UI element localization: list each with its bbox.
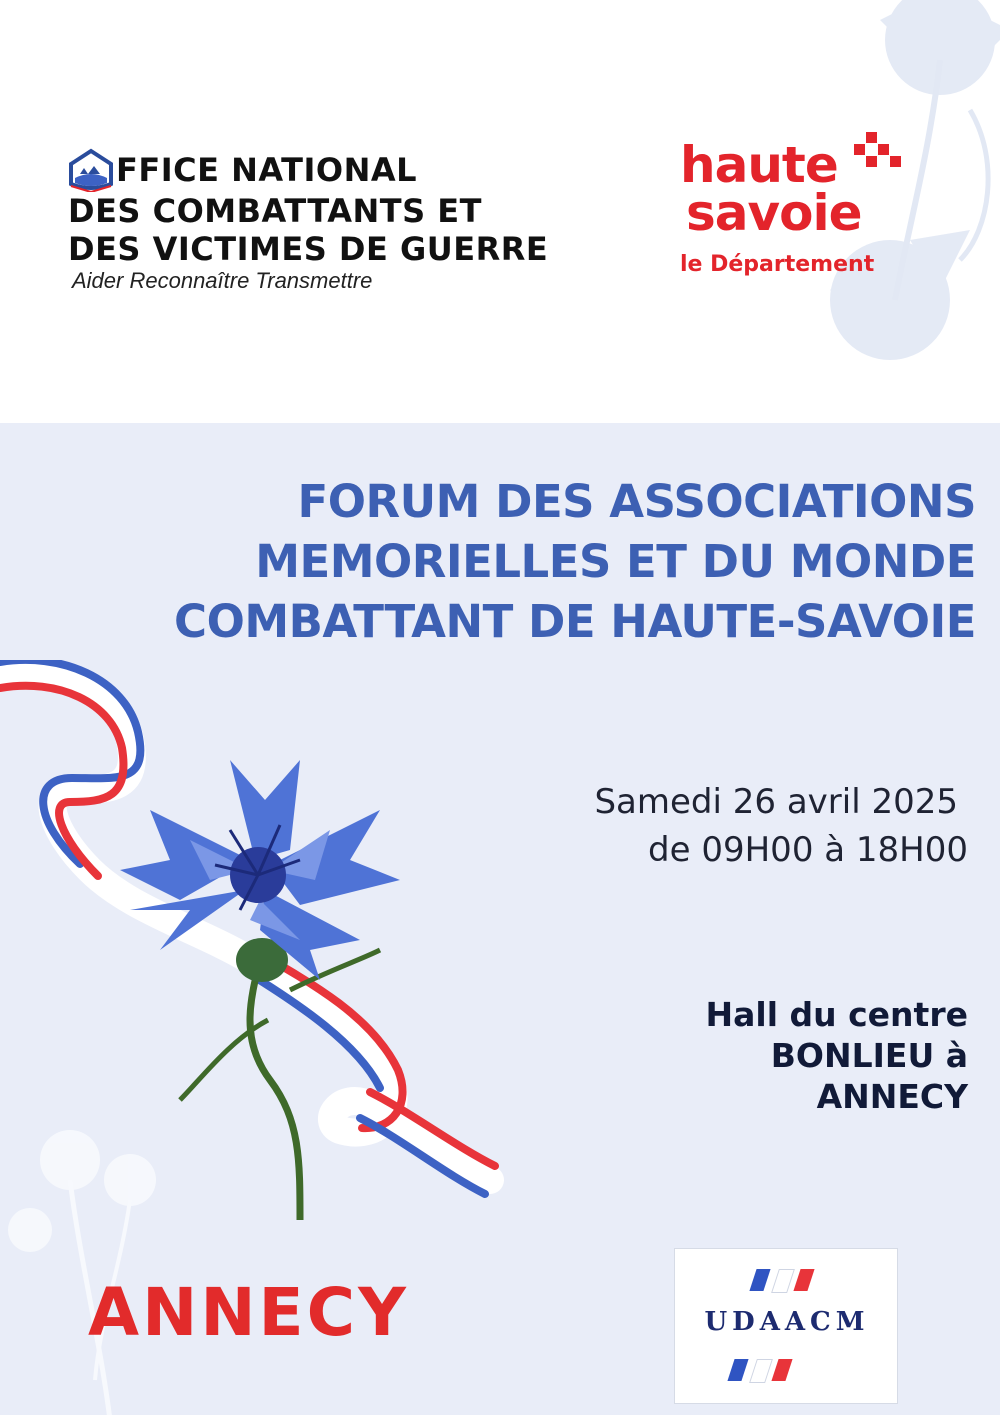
event-venue-line: Hall du centre xyxy=(705,995,968,1034)
udaacm-stripe-white xyxy=(771,1269,795,1293)
event-title xyxy=(56,472,976,652)
onac-name-line1: FFICE NATIONAL xyxy=(116,151,418,189)
event-date-day: Samedi 26 avril 2025 xyxy=(594,782,958,822)
haute-savoie-cross-square xyxy=(866,132,877,143)
haute-savoie-cross-square xyxy=(878,144,889,155)
onac-name-line3: DES VICTIMES DE GUERRE xyxy=(68,230,549,268)
onac-emblem-icon xyxy=(68,148,114,192)
udaacm-stripe-red xyxy=(793,1269,814,1291)
haute-savoie-word-haute: haute xyxy=(680,136,838,194)
udaacm-text: UDAACM xyxy=(704,1307,870,1337)
onac-name-line2: DES COMBATTANTS ET xyxy=(68,192,482,230)
udaacm-stripe-white xyxy=(749,1359,773,1383)
haute-savoie-subtitle: le Département xyxy=(680,252,875,277)
haute-savoie-logo xyxy=(672,130,912,280)
cornflower-ribbon-illustration xyxy=(0,660,520,1240)
event-title-line: COMBATTANT DE HAUTE-SAVOIE xyxy=(174,595,976,648)
annecy-logo: ANNECY xyxy=(88,1274,409,1351)
event-venue-line: BONLIEU à xyxy=(770,1036,968,1075)
haute-savoie-word-savoie: savoie xyxy=(686,184,862,242)
udaacm-stripe-blue xyxy=(749,1269,770,1291)
onac-logo-line1 xyxy=(68,148,568,192)
event-venue xyxy=(706,994,968,1117)
udaacm-logo xyxy=(674,1248,898,1404)
ribbon-white-band xyxy=(0,673,490,1180)
haute-savoie-cross-square xyxy=(854,144,865,155)
event-date xyxy=(594,778,968,874)
event-title-line: MEMORIELLES ET DU MONDE xyxy=(255,535,976,588)
onac-logo xyxy=(68,148,568,294)
haute-savoie-cross-square xyxy=(866,156,877,167)
udaacm-stripe-blue xyxy=(727,1359,748,1381)
flower-petal xyxy=(120,810,250,900)
onac-tagline: Aider Reconnaître Transmettre xyxy=(72,268,373,293)
event-venue-line: ANNECY xyxy=(816,1077,968,1116)
udaacm-stripe-red xyxy=(771,1359,792,1381)
haute-savoie-cross-square xyxy=(890,156,901,167)
event-title-line: FORUM DES ASSOCIATIONS xyxy=(297,475,976,528)
event-date-hours: de 09H00 à 18H00 xyxy=(648,830,968,870)
